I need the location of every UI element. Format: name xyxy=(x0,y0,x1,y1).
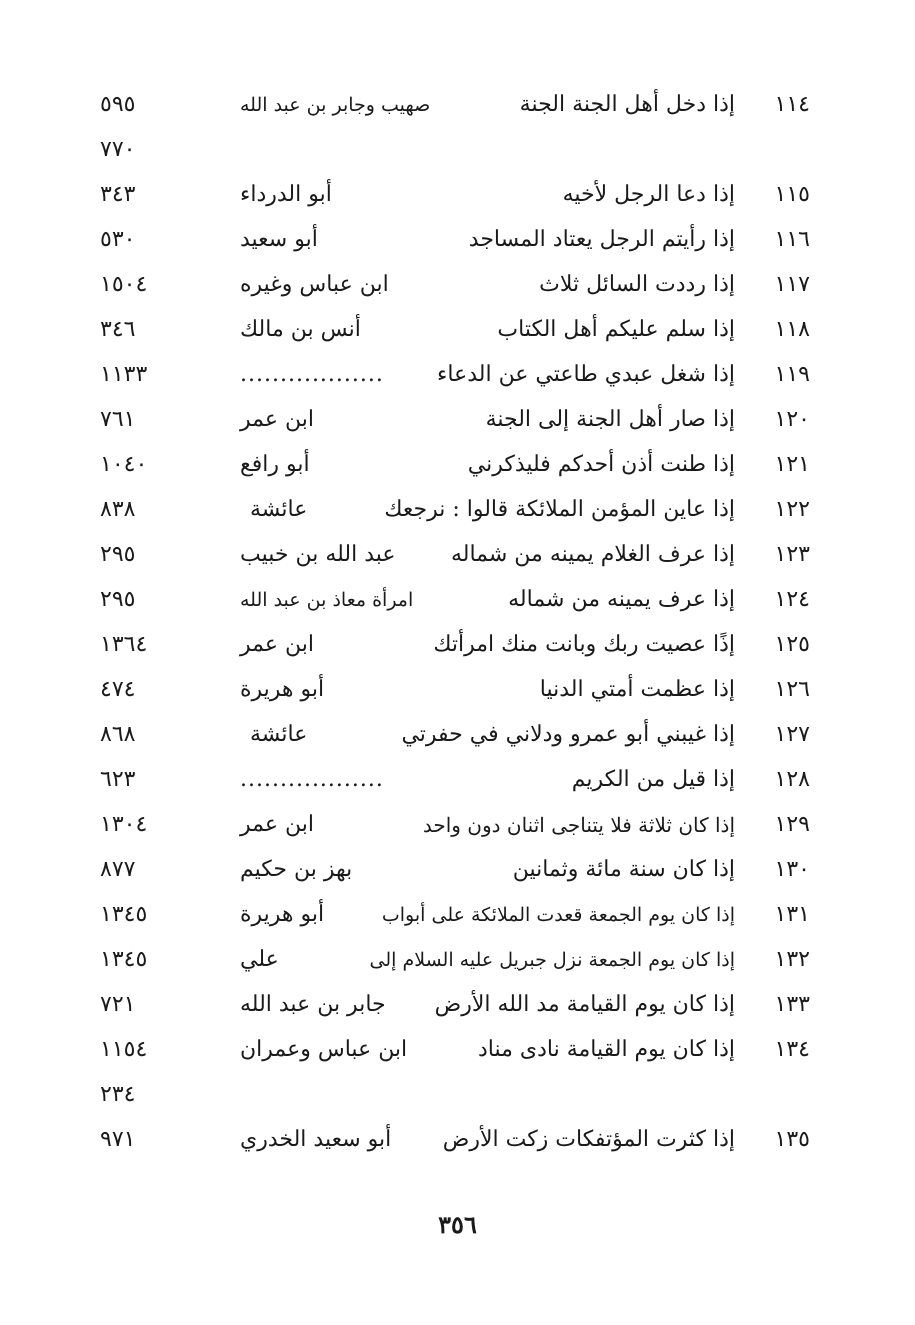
hadith-text: إذا عظمت أمتي الدنيا xyxy=(539,677,735,702)
hadith-number: ١٢٩ xyxy=(774,812,810,837)
narrator: ابن عمر xyxy=(240,632,314,657)
index-row xyxy=(100,220,810,260)
hadith-text: إذا عرف الغلام يمينه من شماله xyxy=(450,542,735,567)
hadith-text: إذا دعا الرجل لأخيه xyxy=(562,182,735,207)
index-row xyxy=(100,400,810,440)
narrator: صهيب وجابر بن عبد الله xyxy=(240,94,431,116)
hadith-text: إذا كان يوم الجمعة قعدت الملائكة على أبواب xyxy=(381,904,735,926)
index-row xyxy=(100,265,810,305)
narrator: أبو سعيد الخدري xyxy=(240,1127,392,1152)
page-reference: ٢٩٥ xyxy=(100,542,136,567)
hadith-text: إذا دخل أهل الجنة الجنة xyxy=(519,92,735,117)
page-reference: ١١٣٣ xyxy=(100,362,148,387)
narrator: علي xyxy=(240,947,279,972)
page-reference: ١٣٤٥ xyxy=(100,902,148,927)
hadith-number: ١١٧ xyxy=(774,272,810,297)
hadith-number: ١٢١ xyxy=(774,452,810,477)
index-row xyxy=(100,940,810,980)
page-reference: ١١٥٤ xyxy=(100,1037,148,1062)
hadith-number: ١٢٠ xyxy=(774,407,810,432)
hadith-number: ١٢٨ xyxy=(774,767,810,792)
narrator: عائشة xyxy=(250,497,308,522)
hadith-number: ١٣٠ xyxy=(774,857,810,882)
hadith-number: ١١٩ xyxy=(774,362,810,387)
narrator: ابن عباس وعمران xyxy=(240,1037,408,1062)
index-row xyxy=(100,850,810,890)
narrator: .................. xyxy=(240,767,384,792)
index-row xyxy=(100,1120,810,1160)
index-row xyxy=(100,310,810,350)
hadith-text: إذا كان يوم الجمعة نزل جبريل عليه السلام إلى xyxy=(369,949,735,971)
hadith-number: ١٣٣ xyxy=(774,992,810,1017)
narrator: جابر بن عبد الله xyxy=(240,992,386,1017)
hadith-number: ١٣٢ xyxy=(774,947,810,972)
hadith-text: إذا كان يوم القيامة مد الله الأرض xyxy=(434,992,735,1017)
narrator: عبد الله بن خبيب xyxy=(240,542,396,567)
page-reference: ١٣٠٤ xyxy=(100,812,148,837)
narrator: أبو الدرداء xyxy=(240,182,332,207)
hadith-text: إذا شغل عبدي طاعتي عن الدعاء xyxy=(437,362,735,387)
narrator: ابن عباس وغيره xyxy=(240,272,389,297)
page-reference: ١٥٠٤ xyxy=(100,272,148,297)
hadith-number: ١٣٥ xyxy=(774,1127,810,1152)
page-reference: ١٠٤٠ xyxy=(100,452,148,477)
page-reference: ٧٢١ xyxy=(100,992,136,1017)
page-reference: ٣٤٣ xyxy=(100,182,136,207)
page-reference: ٤٧٤ xyxy=(100,677,136,702)
hadith-number: ١١٦ xyxy=(774,227,810,252)
index-row xyxy=(100,355,810,395)
hadith-number: ١٢٧ xyxy=(774,722,810,747)
hadith-text: إذا كان سنة مائة وثمانين xyxy=(512,857,735,882)
index-row xyxy=(100,580,810,620)
hadith-text: إذا غيبني أبو عمرو ودلاني في حفرتي xyxy=(401,722,735,747)
page-reference: ٦٢٣ xyxy=(100,767,136,792)
index-row xyxy=(100,760,810,800)
hadith-text: إذا صار أهل الجنة إلى الجنة xyxy=(485,407,735,432)
narrator: أبو هريرة xyxy=(240,902,325,927)
hadith-number: ١١٥ xyxy=(774,182,810,207)
hadith-number: ١٣١ xyxy=(774,902,810,927)
index-row xyxy=(100,490,810,530)
page-reference: ١٣٦٤ xyxy=(100,632,148,657)
page-number: ٣٥٦ xyxy=(438,1210,477,1239)
narrator: امرأة معاذ بن عبد الله xyxy=(240,589,414,611)
page-reference: ٨٦٨ xyxy=(100,722,136,747)
hadith-text: إذا سلم عليكم أهل الكتاب xyxy=(497,317,735,342)
narrator: عائشة xyxy=(250,722,308,747)
index-row xyxy=(100,535,810,575)
index-row xyxy=(100,1030,810,1070)
index-row xyxy=(100,670,810,710)
index-row xyxy=(100,805,810,845)
page-reference: ٥٣٠ xyxy=(100,227,136,252)
hadith-number: ١٢٥ xyxy=(774,632,810,657)
hadith-text: إذا رددت السائل ثلاث xyxy=(539,272,735,297)
hadith-number: ١٢٤ xyxy=(774,587,810,612)
page-reference: ٩٧١ xyxy=(100,1127,136,1152)
index-row xyxy=(100,895,810,935)
narrator: أبو هريرة xyxy=(240,677,325,702)
hadith-text: إذا كان ثلاثة فلا يتناجى اثنان دون واحد xyxy=(422,813,735,837)
index-row xyxy=(100,625,810,665)
hadith-text: إذا رأيتم الرجل يعتاد المساجد xyxy=(468,227,735,252)
index-row xyxy=(100,445,810,485)
page-reference: ٨٧٧ xyxy=(100,857,136,882)
page-reference: ٧٦١ xyxy=(100,407,136,432)
narrator: أنس بن مالك xyxy=(240,317,361,342)
hadith-text: إذا كثرت المؤتفكات زكت الأرض xyxy=(442,1127,735,1152)
hadith-text: إذا قيل من الكريم xyxy=(571,767,735,792)
page-reference: ٢٩٥ xyxy=(100,587,136,612)
hadith-text: إذا طنت أذن أحدكم فليذكرني xyxy=(467,452,735,477)
narrator: ابن عمر xyxy=(240,812,314,837)
page-reference-continued: ٧٧٠ xyxy=(100,137,136,162)
hadith-text: إذا كان يوم القيامة نادى مناد xyxy=(477,1037,735,1062)
narrator: بهز بن حكيم xyxy=(240,857,353,882)
narrator: .................. xyxy=(240,362,384,387)
index-row xyxy=(100,85,810,125)
hadith-text: إذا عرف يمينه من شماله xyxy=(508,587,735,612)
hadith-number: ١٢٣ xyxy=(774,542,810,567)
narrator: ابن عمر xyxy=(240,407,314,432)
page-reference-continued: ٢٣٤ xyxy=(100,1082,136,1107)
narrator: أبو رافع xyxy=(240,452,310,477)
hadith-number: ١٢٦ xyxy=(774,677,810,702)
hadith-number: ١١٤ xyxy=(774,92,810,117)
hadith-text: إذا عاين المؤمن الملائكة قالوا : نرجعك xyxy=(384,497,735,522)
page-reference: ٨٣٨ xyxy=(100,497,136,522)
hadith-number: ١٢٢ xyxy=(774,497,810,522)
index-row xyxy=(100,985,810,1025)
page-reference: ٥٩٥ xyxy=(100,92,136,117)
hadith-number: ١٣٤ xyxy=(774,1037,810,1062)
hadith-text: إذًا عصيت ربك وبانت منك امرأتك xyxy=(433,632,735,657)
index-row xyxy=(100,715,810,755)
page-reference: ٣٤٦ xyxy=(100,317,136,342)
hadith-number: ١١٨ xyxy=(774,317,810,342)
index-row xyxy=(100,175,810,215)
narrator: أبو سعيد xyxy=(240,227,318,252)
page-reference: ١٣٤٥ xyxy=(100,947,148,972)
